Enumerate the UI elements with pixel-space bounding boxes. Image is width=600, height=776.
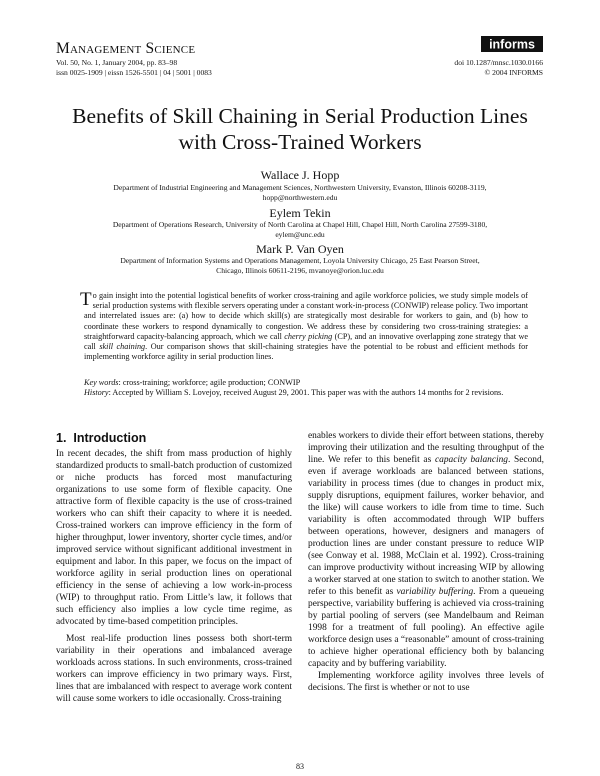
keywords-line: Key words: cross-training; workforce; agile production; CONWIP: [84, 378, 301, 387]
keywords-block: [84, 378, 524, 398]
volume-line: Vol. 50, No. 1, January 2004, pp. 83–98: [56, 58, 178, 67]
paper-title: [40, 103, 560, 155]
title-line-2: with Cross-Trained Workers: [178, 130, 422, 154]
abstract: To gain insight into the potential logistical benefits of worker cross-training and agile workforce policies, we study simple models of serial production systems with flexible servers operating under a constant work-in-process (CONWIP) release policy. Two important and interrelated issues are: (a) how to decide which skill(s) are strategically most desirable for workers to gain, and (b) how to coordinate these workers to respond dynamically to congestion. We address these by considering two cross-training strategies: a straightforward capacity-balancing approach, which we call cherry picking (CP), and an innovative overlapping zone strategy that we call skill chaining. Our comparison shows that skill-chaining strategies have the potential to be robust and efficient methods for implementing workforce agility in serial production lines.: [80, 289, 528, 362]
left-column: [56, 430, 292, 705]
author-name: Wallace J. Hopp: [260, 168, 340, 182]
page-number: 83: [296, 762, 304, 771]
informs-logo: [481, 36, 543, 52]
paragraph: Implementing workforce agility involves three levels of decisions. The first is whether or not to use: [308, 671, 544, 693]
informs-logo-icon: [481, 36, 543, 52]
history-line: History: Accepted by William S. Lovejoy, received August 29, 2001. This paper was with the authors 14 months for 2 revisions.: [84, 388, 504, 398]
paragraph: Most real-life production lines possess both short-term variability in their operations and imbalanced average workloads across stations. In such environments, cross-trained workers can improve efficiency in two primary ways. First, lines that are imbalanced with respect to average work content will cause some workers to idle occasionally. Cross-training: [56, 634, 292, 704]
abstract-dropcap: T: [80, 289, 92, 310]
informs-logo-text: informs: [489, 37, 535, 52]
issue-info: [56, 58, 212, 77]
copyright-line: © 2004 INFORMS: [484, 67, 543, 77]
section-heading: 1. Introduction: [56, 431, 147, 445]
journal-name: Management Science: [56, 40, 196, 57]
doi-info: [454, 58, 543, 77]
author-affiliation: Department of Information Systems and Operations Management, Loyola University Chicago, 25 East Pearson Street, Chicago, Illinois 60611-2196, mvanoye@orion.luc.edu: [120, 256, 480, 275]
paragraph: In recent decades, the shift from mass production of highly standardized products to small-batch production of customized or niche products has forced most manufacturing organizations to use some form of flexible capacity. One attractive form of flexible capacity is the use of cross-trained workers who can shift their capacity to where it is needed. Cross-trained workers can improve efficiency in the form of higher throughput, lower inventory, shorter cycle times, and/or improved service without significant additional investment in equipment and labor. In this paper, we focus on the impact of workforce agility in serial production lines on operational efficiency in the sense of achieving a low work-in-process (WIP) to throughput ratio. From Little’s law, it follows that such efficiency also implies a low cycle time regime, as advocated by time-based competition principles.: [56, 449, 292, 627]
issn-line: issn 0025-1909 | eissn 1526-5501 | 04 | 5001 | 0083: [56, 67, 212, 77]
right-column: [308, 430, 544, 694]
author-name: Eylem Tekin: [269, 206, 331, 220]
author-name: Mark P. Van Oyen: [256, 242, 344, 256]
author-affiliation: Department of Operations Research, University of North Carolina at Chapel Hill, Chapel Hill, North Carolina 27599-3180, eylem@unc.edu: [112, 220, 488, 239]
doi-line: doi 10.1287/mnsc.1030.0166: [454, 58, 543, 67]
title-line-1: Benefits of Skill Chaining in Serial Production Lines: [72, 104, 528, 128]
author-affiliation: Department of Industrial Engineering and Management Sciences, Northwestern University, Evanston, Illinois 60208-3119, hopp@northwestern.edu: [113, 183, 487, 202]
paragraph: enables workers to divide their effort between stations, thereby improving their utilization and the resulting throughput of the line. We refer to this benefit as capacity balancing. Second, even if average workloads are balanced between stations, variability in process times (due to changes in product mix, supply disruptions, equipment failures, worker behavior, and the like) will cause workers to idle from time to time. Such variability is often accommodated through WIP buffers between operations, however, designers and managers of production lines are under constant pressure to reduce WIP (see Conway et al. 1988, McClain et al. 1992). Cross-training can improve productivity without increasing WIP by allowing a worker starved at one station to switch to another station. We refer to this benefit as variability buffering. From a queueing perspective, variability buffering is achieved via cross-training by partial pooling of servers (see Mandelbaum and Reiman 1998 for a treatment of full pooling). An effective agile workforce design uses a “reasonable” amount of cross-training to achieve higher operational efficiency both by balancing capacity and by buffering variability.: [308, 431, 544, 669]
